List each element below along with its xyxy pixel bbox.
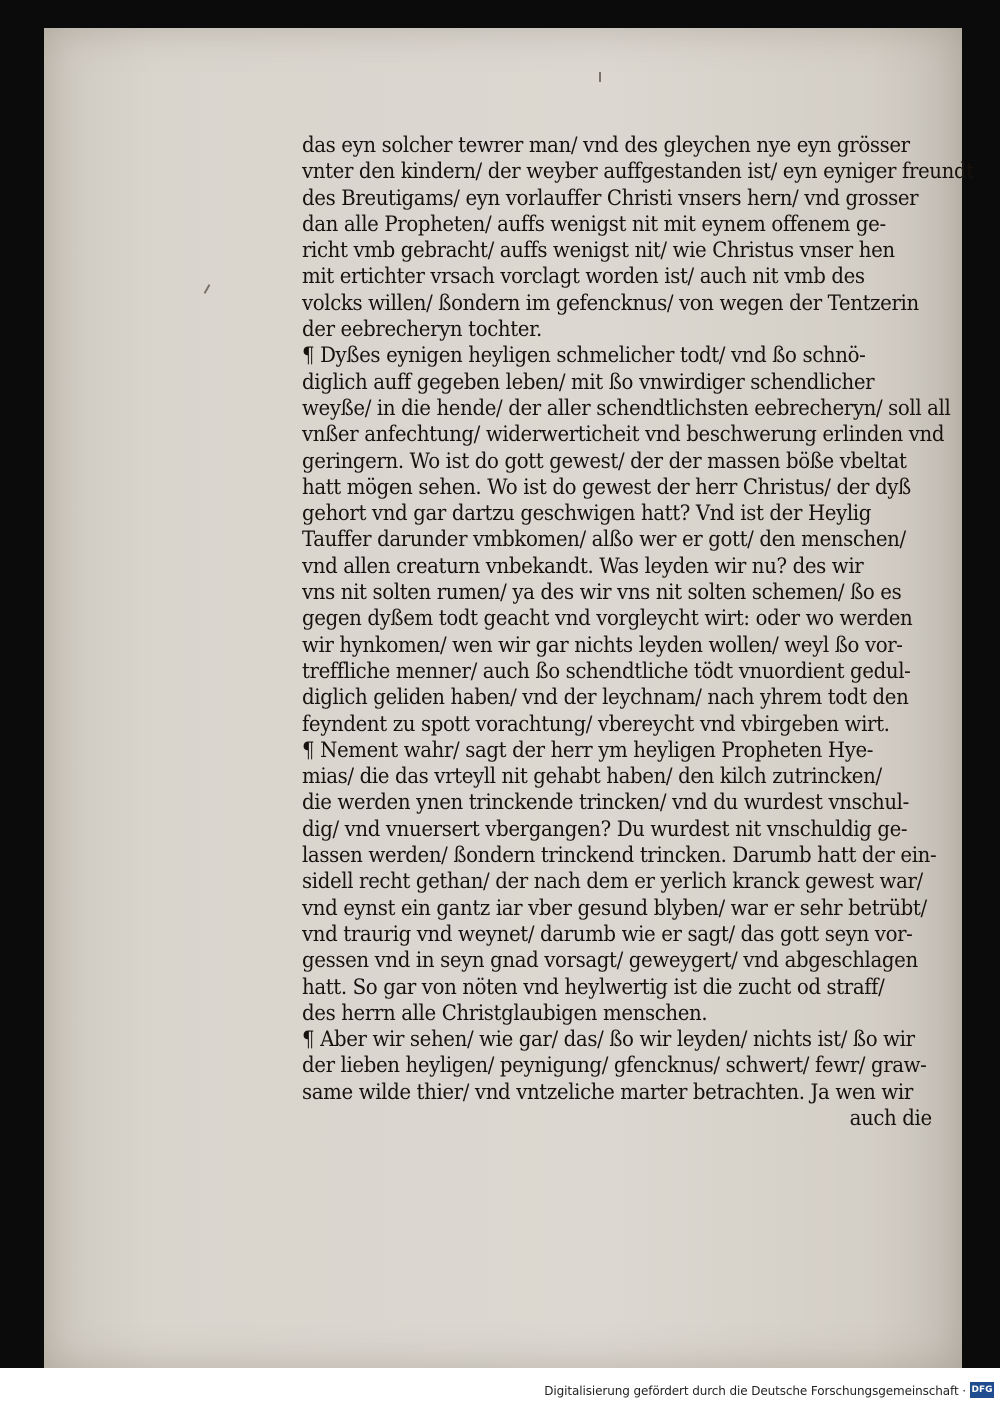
text-line: diglich geliden haben/ vnd der leychnam/ nach yhrem todt den [302,685,909,710]
text-line: lassen werden/ ßondern trinckend trincken. Darumb hatt der ein- [302,843,937,868]
text-line: sidell recht gethan/ der nach dem er yerlich kranck gewest war/ [302,869,923,894]
text-line: geringern. Wo ist do gott gewest/ der der massen böße vbeltat [302,448,907,473]
text-line: gegen dyßem todt geacht vnd vorgleycht wirt: oder wo werden [302,606,913,631]
text-block [302,132,974,1131]
text-line: Tauffer darunder vmbkomen/ alßo wer er gott/ den menschen/ [302,527,906,552]
text-line: ¶ Aber wir sehen/ wie gar/ das/ ßo wir leyden/ nichts ist/ ßo wir [302,1027,915,1052]
footer-bar [0,1368,1000,1416]
text-line: vnd allen creaturn vnbekandt. Was leyden wir nu? des wir [302,553,864,578]
text-line: die werden ynen trinckende trincken/ vnd du wurdest vnschul- [302,790,909,815]
text-line: das eyn solcher tewrer man/ vnd des gleychen nye eyn grösser [302,133,910,157]
text-line: ¶ Dyßes eynigen heyligen schmelicher todt/ vnd ßo schnö- [302,343,866,368]
text-line: mit ertichter vrsach vorclagt worden ist/ auch nit vmb des [302,264,865,289]
manuscript-page [44,28,974,1368]
text-line: gehort vnd gar dartzu geschwigen hatt? Vnd ist der Heylig [302,501,872,526]
page-mark [599,72,601,82]
text-line: dig/ vnd vnuersert vbergangen? Du wurdest nit vnschuldig ge- [302,816,908,841]
text-line: des Breutigams/ eyn vorlauffer Christi vnsers hern/ vnd grosser [302,185,919,210]
text-line: dan alle Propheten/ auffs wenigst nit mit eynem offenem ge- [302,211,886,236]
page-mark [204,284,211,294]
text-line: vnter den kindern/ der weyber auffgestanden ist/ eyn eyniger freundt [302,159,974,184]
text-line: vnßer anfechtung/ widerwerticheit vnd beschwerung erlinden vnd [302,422,945,447]
text-line: volcks willen/ ßondern im gefencknus/ von wegen der Tentzerin [302,290,919,315]
text-line: weyße/ in die hende/ der aller schendtlichsten eebrecheryn/ soll all [302,395,951,420]
text-line: richt vmb gebracht/ auffs wenigst nit/ wie Christus vnser hen [302,238,895,263]
catchword: auch die [849,1105,932,1130]
text-line: mias/ die das vrteyll nit gehabt haben/ den kilch zutrincken/ [302,764,882,789]
text-line: vnd eynst ein gantz iar vber gesund blyben/ war er sehr betrübt/ [302,895,927,920]
text-line: des herrn alle Christglaubigen menschen. [302,1000,708,1025]
text-line: der lieben heyligen/ peynigung/ gfencknus/ schwert/ fewr/ graw- [302,1053,927,1078]
text-line: feyndent zu spott vorachtung/ vbereycht vnd vbirgeben wirt. [302,711,890,736]
text-line: ¶ Nement wahr/ sagt der herr ym heyligen Propheten Hye- [302,737,874,762]
text-line: treffliche menner/ auch ßo schendtliche tödt vnuordient gedul- [302,658,911,683]
text-line: same wilde thier/ vnd vntzeliche marter betrachten. Ja wen wir [302,1079,913,1104]
text-line: der eebrecheryn tochter. [302,317,542,342]
text-line: hatt. So gar von nöten vnd heylwertig ist die zucht od straff/ [302,974,885,999]
text-line: wir hynkomen/ wen wir gar nichts leyden wollen/ weyl ßo vor- [302,632,903,657]
text-line: vnd traurig vnd weynet/ darumb wie er sagt/ das gott seyn vor- [302,921,913,946]
text-line: hatt mögen sehen. Wo ist do gewest der herr Christus/ der dyß [302,474,911,499]
dfg-logo: DFG [970,1382,994,1398]
text-line: vns nit solten rumen/ ya des wir vns nit solten schemen/ ßo es [302,580,902,605]
funding-credit: Digitalisierung gefördert durch die Deutsche Forschungsgemeinschaft · [544,1384,966,1398]
text-line: gessen vnd in seyn gnad vorsagt/ geweygert/ vnd abgeschlagen [302,948,918,973]
text-line: diglich auff gegeben leben/ mit ßo vnwirdiger schendlicher [302,369,875,394]
